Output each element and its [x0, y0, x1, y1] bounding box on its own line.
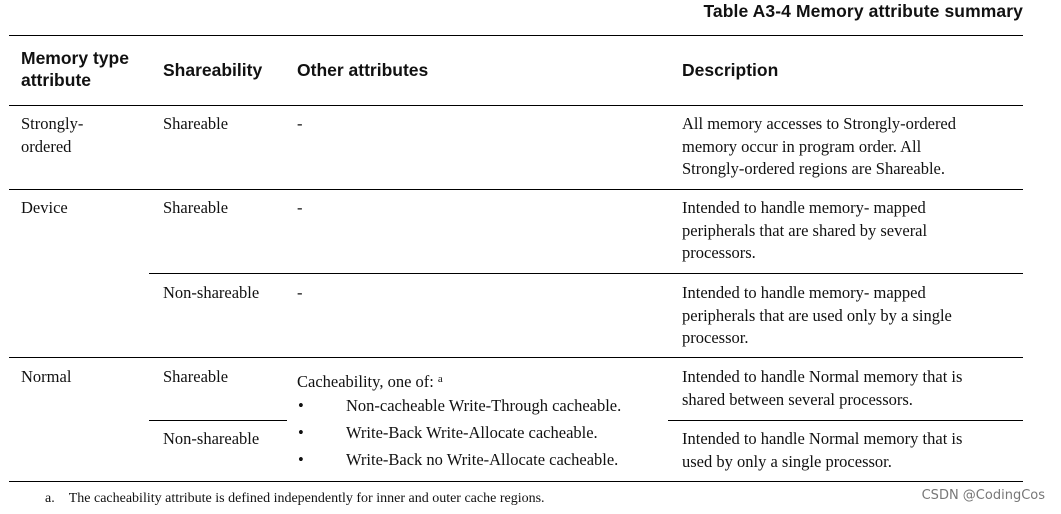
header-memory-type-line1: Memory type	[21, 48, 129, 68]
table-bottom-rule	[9, 481, 1023, 482]
device-non-shareable-shareability: Non-shareable	[163, 283, 260, 302]
normal-non-shareable-shareability: Non-shareable	[163, 429, 260, 448]
normal-shareable-desc-line2: shared between several processors.	[682, 389, 913, 409]
table-footnote	[45, 490, 545, 508]
normal-shareability-inner-rule	[149, 420, 287, 421]
header-memory-type	[21, 47, 129, 91]
normal-shareable-desc-line1: Intended to handle Normal memory that is	[682, 367, 963, 386]
footnote-mark: a.	[45, 491, 55, 506]
normal-description-inner-rule	[668, 420, 1023, 421]
device-shareable-desc-line2: peripherals that are shared by several	[682, 220, 928, 240]
header-bottom-rule	[9, 105, 1023, 106]
cacheability-option-3: Write-Back no Write-Allocate cacheable.	[346, 450, 619, 469]
cacheability-option-1: Non-cacheable Write-Through cacheable.	[346, 396, 622, 415]
strongly-ordered-other: -	[297, 114, 303, 133]
header-other-attributes: Other attributes	[297, 60, 429, 80]
strongly-ordered-desc-line2: memory occur in program order. All	[682, 136, 922, 156]
device-shareable-desc-line3: processors.	[682, 243, 756, 262]
device-non-shareable-other: -	[297, 283, 303, 302]
cacheability-option-2: Write-Back Write-Allocate cacheable.	[346, 423, 598, 442]
normal-cacheability-intro-text: Cacheability, one of:	[297, 372, 434, 391]
cacheability-bullet-2: •	[298, 423, 304, 442]
normal-shareable-description	[682, 366, 962, 411]
strongly-ordered-bottom-rule	[9, 189, 1023, 190]
device-non-shareable-desc-line2: peripherals that are used only by a single	[682, 305, 952, 325]
device-non-shareable-desc-line1: Intended to handle memory- mapped	[682, 283, 926, 302]
footnote-text: The cacheability attribute is defined independently for inner and outer cache regions.	[68, 491, 545, 506]
device-type: Device	[21, 198, 68, 217]
strongly-ordered-type-line1: Strongly-	[21, 114, 84, 133]
csdn-watermark: CSDN @CodingCos	[921, 488, 1045, 503]
device-bottom-rule	[9, 357, 1023, 358]
device-shareable-other: -	[297, 198, 303, 217]
device-shareable-description	[682, 197, 927, 265]
device-inner-rule	[149, 273, 1023, 274]
normal-non-shareable-desc-line1: Intended to handle Normal memory that is	[682, 429, 963, 448]
device-shareable-shareability: Shareable	[163, 198, 229, 217]
device-non-shareable-desc-line3: processor.	[682, 328, 749, 347]
header-memory-type-line2: attribute	[21, 70, 91, 90]
normal-non-shareable-description	[682, 428, 962, 473]
normal-non-shareable-desc-line2: used by only a single processor.	[682, 451, 892, 471]
normal-cacheability-intro	[297, 368, 443, 394]
cacheability-bullet-1: •	[298, 396, 304, 415]
normal-shareable-shareability: Shareable	[163, 367, 229, 386]
strongly-ordered-type	[21, 113, 83, 158]
strongly-ordered-shareability: Shareable	[163, 114, 229, 133]
strongly-ordered-desc-line3: Strongly-ordered regions are Shareable.	[682, 159, 945, 178]
footnote-reference: a	[437, 373, 443, 385]
header-description: Description	[682, 60, 779, 80]
table-top-rule	[9, 35, 1023, 36]
device-non-shareable-description	[682, 282, 952, 350]
table-caption: Table A3-4 Memory attribute summary	[703, 1, 1023, 21]
header-shareability: Shareability	[163, 60, 263, 80]
strongly-ordered-type-line2: ordered	[21, 136, 72, 156]
normal-type: Normal	[21, 367, 72, 386]
strongly-ordered-description	[682, 113, 956, 181]
device-shareable-desc-line1: Intended to handle memory- mapped	[682, 198, 926, 217]
strongly-ordered-desc-line1: All memory accesses to Strongly-ordered	[682, 114, 957, 133]
cacheability-bullet-3: •	[298, 450, 304, 469]
